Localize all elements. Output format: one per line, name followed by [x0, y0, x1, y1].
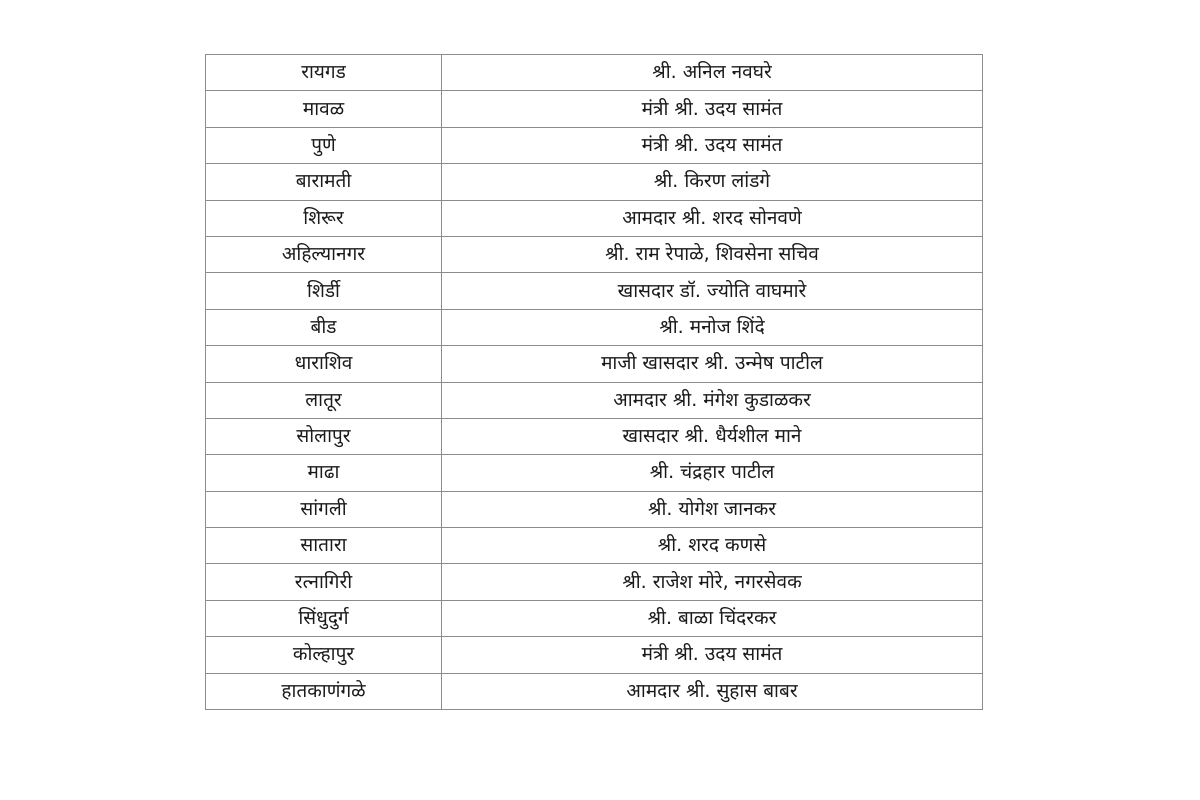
table-row	[206, 673, 983, 709]
table-row	[206, 346, 983, 382]
person-cell: मंत्री श्री. उदय सामंत	[442, 127, 983, 163]
constituency-cell: सातारा	[206, 528, 442, 564]
constituency-cell: माढा	[206, 455, 442, 491]
person-cell: खासदार श्री. धैर्यशील माने	[442, 418, 983, 454]
person-cell: श्री. किरण लांडगे	[442, 164, 983, 200]
constituency-cell: सांगली	[206, 491, 442, 527]
constituency-cell: मावळ	[206, 91, 442, 127]
person-cell: श्री. राम रेपाळे, शिवसेना सचिव	[442, 236, 983, 272]
assignment-table	[205, 54, 983, 710]
constituency-cell: सिंधुदुर्ग	[206, 600, 442, 636]
table-row	[206, 418, 983, 454]
table-row	[206, 236, 983, 272]
person-cell: श्री. बाळा चिंदरकर	[442, 600, 983, 636]
table-row	[206, 200, 983, 236]
table-row	[206, 382, 983, 418]
person-cell: श्री. मनोज शिंदे	[442, 309, 983, 345]
constituency-cell: पुणे	[206, 127, 442, 163]
table-row	[206, 127, 983, 163]
constituency-cell: हातकाणंगळे	[206, 673, 442, 709]
constituency-cell: लातूर	[206, 382, 442, 418]
table-row	[206, 600, 983, 636]
person-cell: श्री. राजेश मोरे, नगरसेवक	[442, 564, 983, 600]
constituency-cell: धाराशिव	[206, 346, 442, 382]
table-row	[206, 564, 983, 600]
table-row	[206, 91, 983, 127]
table-row	[206, 637, 983, 673]
person-cell: माजी खासदार श्री. उन्मेष पाटील	[442, 346, 983, 382]
table-row	[206, 55, 983, 91]
person-cell: मंत्री श्री. उदय सामंत	[442, 91, 983, 127]
table-body	[206, 55, 983, 710]
table-row	[206, 164, 983, 200]
table-row	[206, 455, 983, 491]
constituency-cell: अहिल्यानगर	[206, 236, 442, 272]
constituency-cell: शिर्डी	[206, 273, 442, 309]
constituency-cell: रायगड	[206, 55, 442, 91]
constituency-cell: कोल्हापुर	[206, 637, 442, 673]
person-cell: श्री. अनिल नवघरे	[442, 55, 983, 91]
person-cell: श्री. शरद कणसे	[442, 528, 983, 564]
person-cell: श्री. चंद्रहार पाटील	[442, 455, 983, 491]
constituency-cell: शिरूर	[206, 200, 442, 236]
person-cell: आमदार श्री. सुहास बाबर	[442, 673, 983, 709]
constituency-cell: सोलापुर	[206, 418, 442, 454]
table-row	[206, 528, 983, 564]
constituency-cell: रत्नागिरी	[206, 564, 442, 600]
person-cell: आमदार श्री. मंगेश कुडाळकर	[442, 382, 983, 418]
table-row	[206, 491, 983, 527]
person-cell: खासदार डॉ. ज्योति वाघमारे	[442, 273, 983, 309]
constituency-cell: बीड	[206, 309, 442, 345]
table-row	[206, 273, 983, 309]
person-cell: आमदार श्री. शरद सोनवणे	[442, 200, 983, 236]
person-cell: श्री. योगेश जानकर	[442, 491, 983, 527]
person-cell: मंत्री श्री. उदय सामंत	[442, 637, 983, 673]
table-row	[206, 309, 983, 345]
constituency-cell: बारामती	[206, 164, 442, 200]
